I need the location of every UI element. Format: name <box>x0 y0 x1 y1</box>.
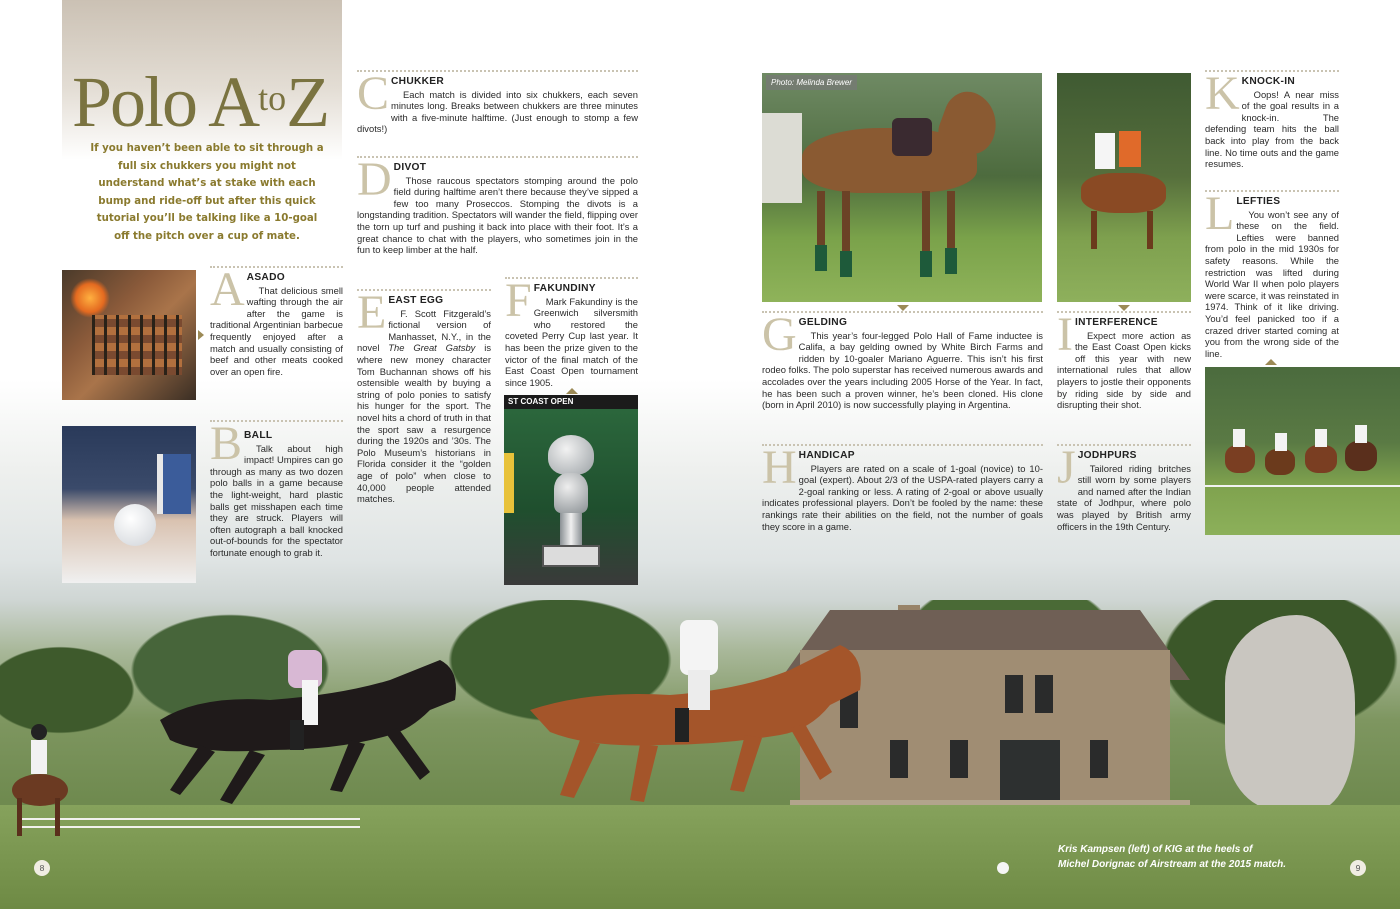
house-window <box>1035 675 1053 713</box>
entry-heading: KNOCK-IN <box>1241 76 1296 87</box>
entry-divider <box>762 444 1043 446</box>
title-polo: Polo <box>72 62 209 142</box>
entry-heading: LEFTIES <box>1236 196 1281 207</box>
house-window <box>1090 740 1108 778</box>
drop-letter: J <box>1057 441 1076 494</box>
caption-line-2: Michel Dorignac of Airstream at the 2015 match. <box>1058 859 1287 870</box>
stone-sculpture <box>1225 615 1355 810</box>
entry-divot <box>357 153 638 256</box>
entry-jodhpurs <box>1057 441 1191 532</box>
drop-letter: C <box>357 67 390 120</box>
house-window <box>1005 675 1023 713</box>
title-to: to <box>258 78 287 118</box>
drop-letter: K <box>1205 67 1240 120</box>
drop-letter: F <box>505 274 532 327</box>
entry-divider <box>357 156 638 158</box>
entry-heading: ASADO <box>246 272 285 283</box>
gelding-horse-photo <box>762 73 1042 302</box>
trophy-banner: ST COAST OPEN <box>504 395 638 409</box>
entry-heading: CHUKKER <box>391 76 445 87</box>
entry-ball <box>210 417 343 559</box>
entry-text: That delicious smell wafting through the air after the game is traditional Argentinian barbecue frequently enjoyed after a match and usually consisting of beef and other meats cooked over an open fire. <box>210 284 343 377</box>
entry-text: This year’s four-legged Polo Hall of Fame inductee is Califa, a bay gelding owned by White Birch Farms and ridden by 10-goaler Mariano Aguerre. This isn’t his first rodeo folks. The polo superstar has received numerous awards and accolades over the years including 2005 Horse of the Year. In fact, he has been such a proven winner, he’s been cloned. His clone (born in April 2010) is now successfully playing in Argentina. <box>762 329 1043 411</box>
drop-letter: H <box>762 441 797 494</box>
entry-text: Expect more action as the East Coast Open kicks off this year with new international rules that allow players to jostle their opponents by riding side by side and disrupting their shot. <box>1057 329 1191 411</box>
entry-heading: GELDING <box>798 317 848 328</box>
entry-handicap <box>762 441 1043 532</box>
entry-heading: EAST EGG <box>388 295 444 306</box>
entry-heading: INTERFERENCE <box>1074 317 1158 328</box>
drop-letter: D <box>357 153 392 206</box>
entry-lefties <box>1205 187 1339 359</box>
entry-text: Each match is divided into six chukkers, each seven minutes long. Breaks between chukkers are three minutes with a five-minute halftime. (Just enough to stomp a few divots!) <box>357 88 638 135</box>
entry-text-part1: F. Scott Fitzgerald’s fictional version of Manhasset, N.Y., in the novel <box>357 307 491 354</box>
photo-caption <box>1058 842 1318 872</box>
drop-letter: B <box>210 417 243 470</box>
brown-horse-illustration <box>520 620 880 810</box>
entry-fakundiny <box>505 274 638 388</box>
entry-heading: JODHPURS <box>1077 450 1137 461</box>
trophy-marker <box>566 388 578 394</box>
page-number-left: 8 <box>34 860 50 876</box>
entry-divider <box>357 70 638 72</box>
entry-heading: DIVOT <box>393 162 427 173</box>
entry-text: Tailored riding britches still worn by some players and named after the Indian state of Jodhpur, where polo was played by British army officers in the 19th Century. <box>1057 462 1191 532</box>
lefties-marker <box>1265 359 1277 365</box>
entry-heading: BALL <box>244 430 273 441</box>
intro-text: If you haven’t been able to sit through a full six chukkers you might not understand what’s at stake with each bump and ride-off but after this quick tutorial you’ll be talking like a 10-goal off the pitch over a cup of mate. <box>90 143 324 242</box>
house-window <box>890 740 908 778</box>
drop-letter: E <box>357 286 387 339</box>
page-title <box>72 60 342 142</box>
entry-text: You won’t see any of these on the field. Lefties were banned from polo in the mid 1930s for safety reasons. While the restriction was lifted during World War II when polo players were scarce, it was reinstated in 1974. Think of it like driving. You’d feel panicked too if a crazed driver started coming at you from the wrong side of the line. <box>1205 208 1339 359</box>
interference-riders-photo <box>1057 73 1191 302</box>
entry-asado <box>210 263 343 377</box>
entry-divider <box>1057 311 1191 313</box>
caption-line-1: Kris Kampsen (left) of KIG at the heels of <box>1058 844 1253 855</box>
entry-text: Talk about high impact! Umpires can go through as many as two dozen polo balls in a game because the light-weight, hard plastic balls get misshapen each time they are struck. Players will often autograph a ball knocked out-of-bounds for the spectator fortunate enough to grab it. <box>210 442 343 558</box>
entry-east-egg <box>357 286 492 505</box>
entry-text: Mark Fakundiny is the Greenwich silversmith who restored the coveted Perry Cup last year. It has been the prize given to the victor of the final match of the East Coast Open tournament since 1905. <box>505 295 638 388</box>
title-a: A <box>208 62 259 142</box>
entry-chukker <box>357 67 638 135</box>
entry-text: Players are rated on a scale of 1-goal (novice) to 10-goal (expert). About 2/3 of the USPA-rated players carry a 2-goal ranking or less. A rating of 2-goal or above usually indicates professional players. Don’t be fooled by the name: these rankings rate their abilities on the field, not the number of goals they score in a game. <box>762 462 1043 532</box>
drop-letter: G <box>762 308 797 361</box>
lefties-players-photo <box>1205 367 1400 535</box>
polo-ball <box>997 862 1009 874</box>
entry-interference <box>1057 308 1191 411</box>
ball-autograph-photo <box>62 426 196 583</box>
entry-gelding <box>762 308 1043 411</box>
asado-photo <box>62 270 196 400</box>
drop-letter: L <box>1205 187 1235 240</box>
entry-divider <box>1057 444 1191 446</box>
perry-cup-trophy-photo <box>504 395 638 585</box>
dark-horse-illustration <box>140 640 470 810</box>
entry-text: Those raucous spectators stomping around the polo field during halftime aren’t there because they’ve sipped a few too many Proseccos. Stomping the divots is a longstanding tradition. Spectators will wander the field, flipping over the torn up turf and pushing it back into place with their foot. It’s a great chance to chat with the players, who sometimes join in the fun to keep limber at the half. <box>357 174 638 256</box>
entry-heading: HANDICAP <box>798 450 855 461</box>
entry-text-part2: is where new money character Tom Buchannan shows off his ostensible wealth by buying a string of polo ponies to satisfy his hunger for the sport. The novel hits a chord of truth in that the sport saw a resurgence during the 1920s and ’30s. The Polo Museum’s historians in Florida consider it the “golden age of polo” when close to 40,000 people attended matches. <box>357 342 492 505</box>
title-z: Z <box>286 62 329 142</box>
asado-marker <box>198 330 204 340</box>
house-window <box>950 740 968 778</box>
entry-divider <box>762 311 1043 313</box>
drop-letter: I <box>1057 308 1073 361</box>
entry-text: Oops! A near miss of the goal results in a knock-in. The defending team hits the ball back into play from the back line. No time outs and the game resumes. <box>1205 88 1339 170</box>
entry-heading: FAKUNDINY <box>533 283 596 294</box>
entry-knock-in <box>1205 67 1339 170</box>
drop-letter: A <box>210 263 245 316</box>
photo-credit: Photo: Melinda Brewer <box>766 75 857 90</box>
book-title: The Great Gatsby <box>388 342 476 354</box>
page-number-right: 9 <box>1350 860 1366 876</box>
background-rider-illustration <box>5 710 75 840</box>
